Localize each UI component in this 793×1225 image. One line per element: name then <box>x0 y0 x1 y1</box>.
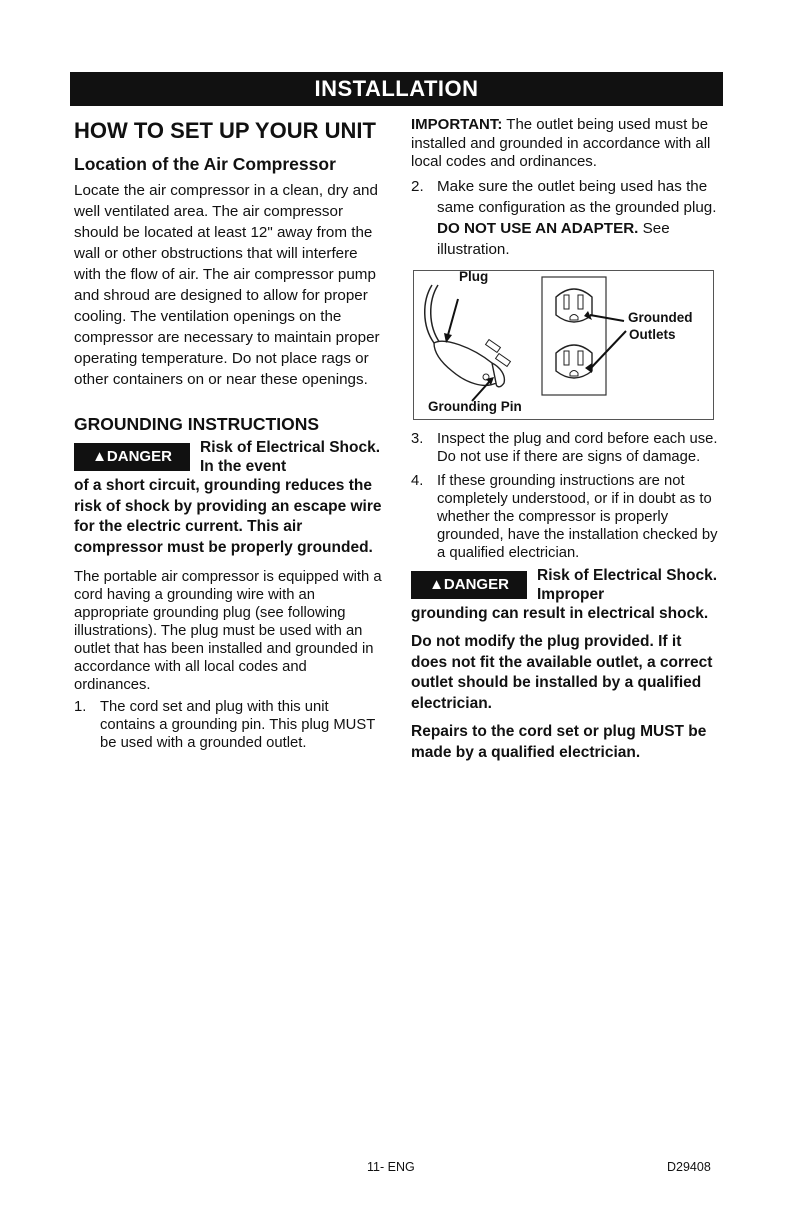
danger-text: of a short circuit, grounding reduces the risk of shock by providing an escape wire for the electric current. This air compressor must be properly grounded. <box>74 477 382 556</box>
danger-title: Risk of Electrical Shock. In the event <box>200 439 381 475</box>
list-item-3 <box>411 430 721 466</box>
list-number: 3. <box>411 430 424 447</box>
left-column <box>74 116 384 752</box>
location-subheading: Location of the Air Compressor <box>74 154 336 174</box>
plug-outlet-diagram <box>413 270 714 420</box>
setup-heading: HOW TO SET UP YOUR UNIT <box>74 118 376 143</box>
page-number: 11- ENG <box>367 1160 415 1174</box>
list-item-4 <box>411 472 721 562</box>
adapter-warning: DO NOT USE AN ADAPTER. <box>437 219 639 237</box>
plug-label: Plug <box>459 268 489 284</box>
list-number: 1. <box>74 699 87 715</box>
list-text: Inspect the plug and cord before each use. Do not use if there are signs of damage. <box>437 430 718 465</box>
danger-notice-2 <box>411 566 721 604</box>
outlets-label: Outlets <box>629 326 676 342</box>
plug-outlet-illustration <box>414 268 713 419</box>
list-item-1 <box>74 698 384 752</box>
item2-tail: See illustration. <box>437 219 670 258</box>
list-number: 4. <box>411 472 424 489</box>
list-text <box>437 176 721 260</box>
grounded-outlets-label <box>628 309 693 343</box>
important-label: IMPORTANT: <box>411 116 503 133</box>
portable-paragraph: The portable air compressor is equipped with a cord having a grounding wire with an appropriate grounding plug (see following illustrations). The plug must be used with an outlet that has been installed and grounded in accordance with all local codes and ordinances. <box>74 569 382 693</box>
danger-badge: ▲DANGER <box>411 571 527 599</box>
danger-badge: ▲DANGER <box>74 443 190 471</box>
grounding-heading: GROUNDING INSTRUCTIONS <box>74 414 319 434</box>
right-column <box>411 116 721 763</box>
list-text: If these grounding instructions are not completely understood, or if in doubt as to whether the compressor is properly grounded, have the installation checked by a qualified electrician. <box>437 472 718 561</box>
danger-text: grounding can result in electrical shock. <box>411 604 709 622</box>
modify-warning: Do not modify the plug provided. If it does not fit the available outlet, a correct outlet should be installed by a qualified electrician. <box>411 633 713 712</box>
danger-notice-1 <box>74 438 384 476</box>
repairs-warning: Repairs to the cord set or plug MUST be made by a qualified electrician. <box>411 723 707 761</box>
location-paragraph: Locate the air compressor in a clean, dry and well ventilated area. The air compressor should be located at least 12" away from the wall or other obstructions that will interfere with the flow of air. The air compressor pump and shroud are designed to allow for proper cooling. The ventilation openings on the compressor are necessary to maintain proper operating temperature. Do not place rags or other containers on or near these openings. <box>74 182 380 388</box>
grounding-pin-label: Grounding Pin <box>428 398 522 414</box>
document-code: D29408 <box>667 1160 711 1174</box>
item2-text: Make sure the outlet being used has the same configuration as the grounded plug. <box>437 177 717 216</box>
important-paragraph <box>411 116 721 172</box>
list-number: 2. <box>411 177 424 195</box>
grounded-label: Grounded <box>628 309 693 325</box>
important-text: The outlet being used must be installed and grounded in accordance with all local codes and ordinances. <box>411 116 711 170</box>
list-text: The cord set and plug with this unit contains a grounding pin. This plug MUST be used with a grounded outlet. <box>100 699 375 751</box>
section-banner: INSTALLATION <box>70 72 723 106</box>
list-item-2 <box>411 176 721 260</box>
danger-title: Risk of Electrical Shock. Improper <box>537 566 718 603</box>
